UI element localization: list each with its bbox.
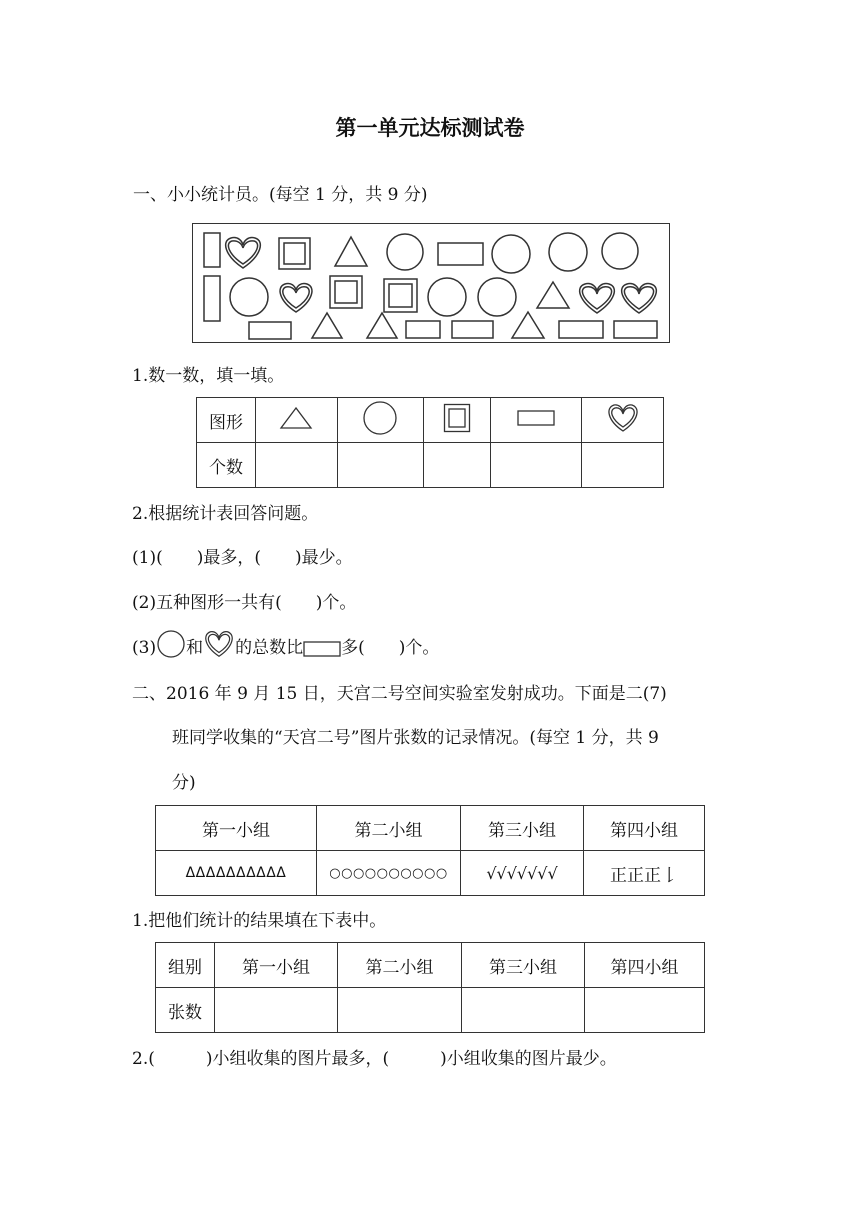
rectangle-shape [249,322,291,339]
circle-icon [362,400,398,436]
row-label-shape: 图形 [197,398,256,443]
circle-shape [478,278,516,316]
shape-count-table [196,397,664,488]
question-2-2: 2.( )小组收集的图片最多，( )小组收集的图片最少。 [132,1049,617,1069]
answer-cell[interactable] [585,988,705,1033]
section2-heading-line1: 二、2016 年 9 月 15 日，天宫二号空间实验室发射成功。下面是二(7) [132,684,667,704]
rectangle-shape [406,321,440,338]
corner-label-count: 张数 [156,988,215,1033]
triangle-shape [537,282,569,308]
answer-cell[interactable] [256,443,338,488]
result-table [155,942,705,1033]
circle-shape [230,278,268,316]
section2-heading-line3: 分) [172,773,196,793]
group-header: 第三小组 [461,806,584,851]
circle-shape [428,278,466,316]
circle-shape [602,233,638,269]
answer-cell[interactable] [215,988,338,1033]
rectangle-icon [303,641,341,657]
section1-heading: 一、小小统计员。(每空 1 分，共 9 分) [133,185,428,205]
heart-icon [203,629,235,659]
record-table [155,805,705,896]
heart-icon [606,403,640,433]
answer-cell[interactable] [423,443,491,488]
shape-collection-figure [192,223,670,343]
square-icon [443,403,471,433]
answer-cell[interactable] [462,988,585,1033]
question-1-2-2: (2)五种图形一共有( )个。 [132,593,357,613]
section2-heading-line2: 班同学收集的“天宫二号”图片张数的记录情况。(每空 1 分，共 9 [172,728,659,748]
question-1-2-1: (1)( )最多，( )最少。 [132,548,353,568]
group-header: 第四小组 [585,943,705,988]
question-2-1: 1.把他们统计的结果填在下表中。 [132,911,387,931]
tally-checks: √√√√√√√ [461,851,584,896]
triangle-shape [512,312,544,338]
question-1-1: 1.数一数，填一填。 [132,366,285,386]
tally-zheng: 正正正𠄌 [584,851,705,896]
group-header: 第三小组 [462,943,585,988]
shape-cell [337,398,423,443]
rectangle-shape [614,321,657,338]
triangle-icon [279,406,313,430]
group-header: 第一小组 [156,806,317,851]
tally-circles: ○○○○○○○○○○ [317,851,461,896]
corner-label-group: 组别 [156,943,215,988]
group-header: 第二小组 [317,806,461,851]
rectangle-shape [452,321,493,338]
rectangle-shape [559,321,603,338]
group-header: 第一小组 [215,943,338,988]
page-title: 第一单元达标测试卷 [335,116,525,140]
answer-cell[interactable] [582,443,664,488]
tally-triangles: ΔΔΔΔΔΔΔΔΔΔ [156,851,317,896]
rectangle-shape [204,276,220,321]
triangle-shape [367,313,397,338]
shape-cell [491,398,582,443]
group-header: 第四小组 [584,806,705,851]
q3-text: 的总数比 [235,638,304,658]
answer-cell[interactable] [491,443,582,488]
rectangle-shape [438,243,483,265]
q3-prefix: (3) [132,638,157,658]
answer-cell[interactable] [338,988,462,1033]
question-1-2-3 [132,636,439,670]
rectangle-icon [517,410,555,426]
rectangle-shape [204,233,220,267]
shape-cell [582,398,664,443]
triangle-shape [335,237,367,266]
q3-and: 和 [186,638,204,658]
answer-cell[interactable] [337,443,423,488]
group-header: 第二小组 [338,943,462,988]
shape-cell [256,398,338,443]
triangle-shape [312,313,342,338]
q3-suffix: 多( )个。 [341,638,440,658]
row-label-count: 个数 [197,443,256,488]
question-1-2: 2.根据统计表回答问题。 [132,504,319,524]
circle-shape [492,235,530,273]
circle-shape [387,234,423,270]
shape-cell [423,398,491,443]
circle-icon [156,629,186,659]
circle-shape [549,233,587,271]
